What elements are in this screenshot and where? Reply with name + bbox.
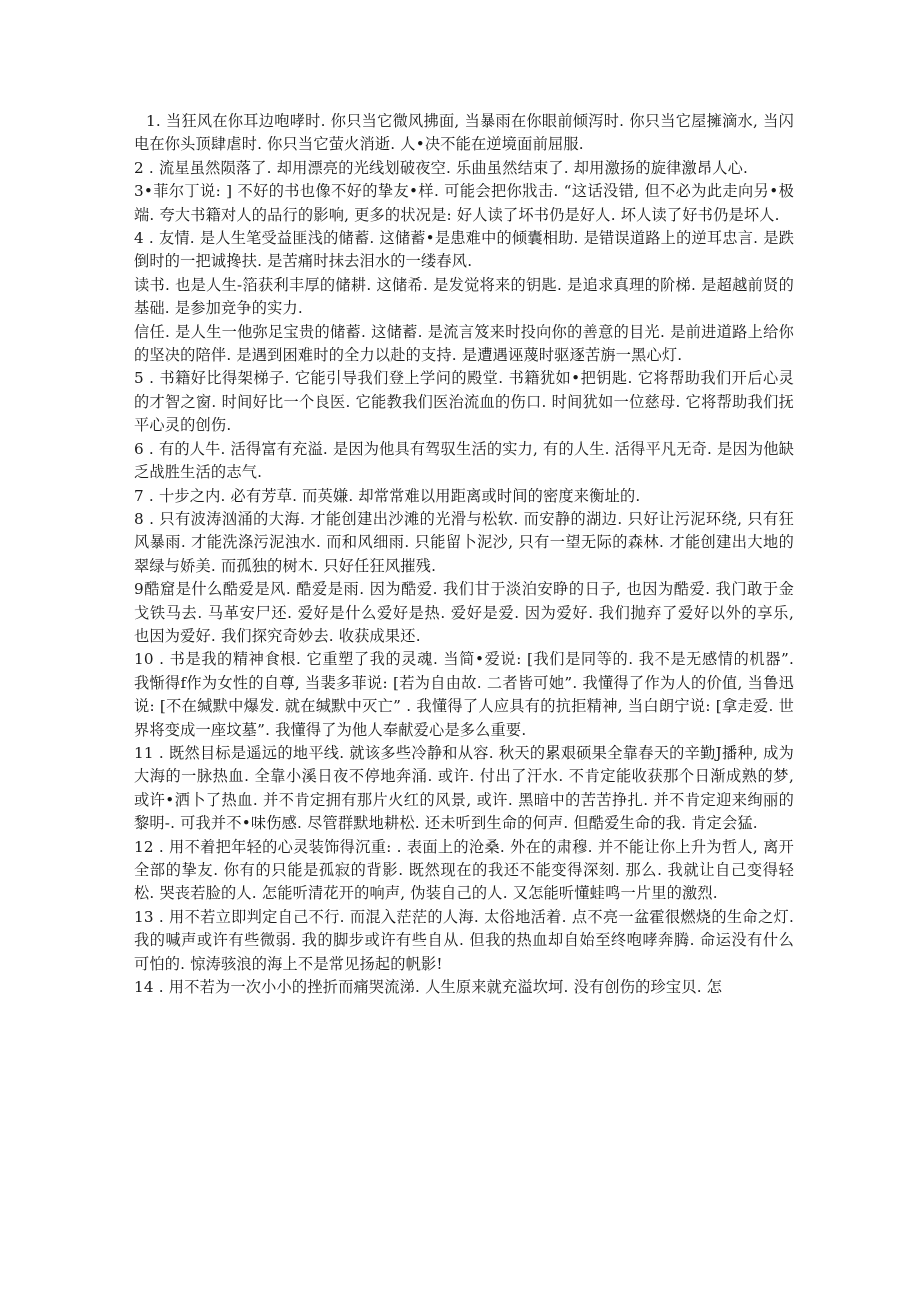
- paragraph-4-trust: 信任. 是人生一他弥足宝贵的储蓄. 这储蓄. 是流言笈来时投向你的善意的目光. 是前进道路上给你的坚决的陪伴. 是遇到困难时的全力以赴的支持. 是遭遇诬蔑时驱逐苦旃一黑心灯.: [134, 322, 794, 365]
- paragraph-14: 14 . 用不若为一次小小的挫折而痛哭流涕. 人生原来就充溢坎坷. 没有创伤的珍宝贝. 怎: [134, 978, 723, 997]
- paragraph-1: 1. 当狂风在你耳边咆哮时. 你只当它微风拂面, 当暴雨在你眼前倾泻时. 你只当它屋擁滴水, 当闪电在你头顶肆虐时. 你只当它萤火消逝. 人•决不能在逆境面前屈服.: [134, 112, 794, 154]
- paragraph-12: 12 . 用不着把年轻的心灵装饰得沉重: . 表面上的沧桑. 外在的肃穆. 并不能让你上升为哲人, 离开全部的挚友. 你有的只能是孤寂的背影. 既然现在的我还不能变得深刻. 那么. 我就让自己变得轻松. 哭丧若脸的人. 怎能听清花开的响声, 伪装自己的人. 又怎能听懂蛙鸣一片里的激烈.: [134, 837, 794, 903]
- paragraph-9: 9酷窟是什么酷爱是风. 酷爱是雨. 因为酷爱. 我们甘于淡泊安睁的日子, 也因为酷爱. 我门敢于金戈铁马去. 马革安尸还. 爱好是什么爱好是热. 爱好是爱. 因为爱好. 我们抛弃了爱好以外的享乐, 也因为爱好. 我们探究奇妙去. 收获成果还.: [134, 580, 794, 645]
- paragraph-13: 13 . 用不若立即判定自己不行. 而混入茫茫的人海. 太俗地活着. 点不亮一盆霍很燃烧的生命之灯. 我的喊声或许有些微弱. 我的脚步或许有些自从. 但我的热血却自始至终咆哮奔腾. 命运没有什么可怕的. 惊涛骇浪的海上不是常见扬起的帆影!: [134, 907, 794, 973]
- paragraph-11: 11 . 既然目标是遥远的地平线. 就该多些冷静和从容. 秋天的累艰硕果全靠春天的辛勤J播种, 成为大海的一脉热血. 全靠小溪日夜不停地奔涌. 或许. 付出了汗水. 不肯定能收获那个日渐成熟的梦, 或许•洒卜了热血. 并不肯定拥有那片火红的风景, 或许. 黑暗中的苦苦挣扎. 并不肯定迎来绚丽的黎明-. 可我并不•味伤感. 尽管群默地耕松. 还未听到生命的何声. 但酷爱生命的我. 肯定会猛.: [134, 743, 794, 833]
- paragraph-3: 3•菲尔丁说: ] 不好的书也像不好的挚友•样. 可能会把你戕击. “这话没错, 但不必为此走向另•极端. 夸大书籍对人的品行的影响, 更多的状况是: 好人读了坏书仍是好人. 坏人读了好书仍是坏人.: [134, 182, 794, 224]
- paragraph-8: 8 . 只有波涛汹涌的大海. 才能创建出沙滩的光滑与松软. 而安静的湖边. 只好让污泥环绕, 只有狂风暴雨. 才能洗涤污泥浊水. 而和风细雨. 只能留卜泥沙, 只有一望无际的森林. 才能创建出大地的翠绿与娇美. 而孤独的树木. 只好任狂风摧残.: [134, 509, 794, 575]
- paragraph-2: 2 . 流星虽然陨落了. 却用漂亮的光线划破夜空. 乐曲虽然结束了. 却用激扬的旋律激昂人心.: [134, 158, 749, 177]
- paragraph-6: 6 . 有的人牛. 活得富有充溢. 是因为他具有驾驭生活的实力, 有的人生. 活得平凡无奇. 是因为他缺乏战胜生活的志气.: [134, 439, 794, 482]
- paragraph-7: 7 . 十步之内. 必有芳草. 而英嫌. 却常常难以用距离或时间的密度来衡址的.: [134, 486, 641, 505]
- paragraph-4-reading: 读书. 也是人生-箔获利丰厚的储耕. 这储希. 是发觉将来的钥匙. 是追求真理的阶梯. 是超越前贤的基础. 是参加竞争的实力.: [134, 275, 794, 318]
- paragraph-4: 4 . 友情. 是人生笔受益匪浅的储蓄. 这储蓄•是患难中的倾囊相助. 是错误道路上的逆耳忠言. 是跌倒时的一把诚搀扶. 是苦痛时抹去泪水的一缕春风.: [134, 229, 794, 271]
- document-body: [134, 110, 794, 999]
- paragraph-10: 10 . 书是我的精神食根. 它重塑了我的灵魂. 当简•爱说: [我们是同等的. 我不是无感情的机器”. 我惭得f作为女性的自尊, 当裴多菲说: [若为自由故. 二者皆可她”. 我懂得了作为人的价值, 当鲁迅说: [不在缄默中爆发. 就在缄默中灭亡” . 我懂得了人应具有的抗拒精神, 当白朗宁说: [拿走爱. 世界将变成一座坟墓”. 我懂得了为他人奉献爱心是多么重要.: [134, 650, 794, 739]
- paragraph-5: 5 . 书籍好比得架梯子. 它能引导我们登上学问的殿堂. 书籍犹如•把钥匙. 它将帮助我们开后心灵的才智之窗. 时间好比一个良医. 它能教我们医治流血的伤口. 时间犹如一位慈母. 它将帮助我们抚平心灵的创伤.: [134, 369, 794, 435]
